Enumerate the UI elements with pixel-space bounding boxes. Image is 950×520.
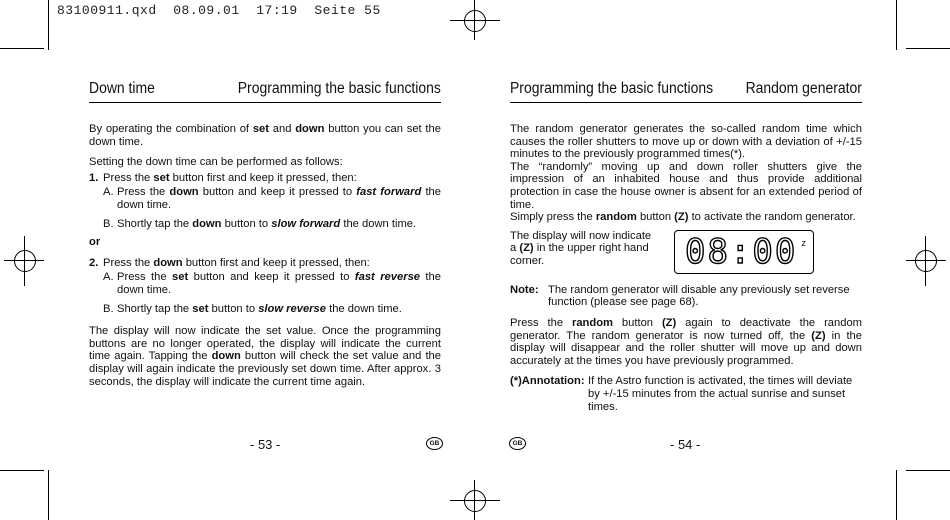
step-1-a: A. Press the down button and keep it pressed to fast forward the down time. — [103, 186, 441, 211]
annotation — [510, 375, 862, 413]
annotation-text: If the Astro function is activated, the times will deviate by +/-15 minutes from the actual sunrise and sunset times. — [588, 375, 853, 413]
crop-mark-bottom-left-vertical — [48, 470, 49, 520]
lcd-time: 08:00 — [685, 231, 798, 272]
header-rule — [89, 102, 441, 103]
step-2: 2. Press the down button first and keep it pressed, then: — [89, 256, 370, 269]
gb-language-badge-left: GB — [426, 437, 443, 450]
chapter-title: Programming the basic functions — [510, 80, 714, 97]
file-slug: 83100911.qxd 08.09.01 17:19 Seite 55 — [57, 3, 381, 18]
step-2-b: B. Shortly tap the set button to slow reverse the down time. — [103, 302, 402, 315]
step-1-b: B. Shortly tap the down button to slow forward the down time. — [103, 217, 417, 230]
note-label: Note: — [510, 283, 539, 296]
header-rule — [510, 102, 862, 103]
crop-mark-top-left-horizontal — [0, 48, 44, 49]
page-header — [89, 80, 441, 102]
crop-mark-bottom-left-horizontal — [0, 470, 44, 471]
para-activate: Simply press the random button (Z) to activate the random generator. — [510, 211, 856, 224]
page-body — [89, 123, 441, 388]
section-title: Down time — [89, 80, 155, 97]
gb-language-badge-right: GB — [509, 437, 526, 450]
annotation-label: (*)Annotation: — [510, 375, 585, 388]
crop-mark-top-right-horizontal — [906, 48, 950, 49]
registration-left-circle — [14, 250, 36, 272]
setting-intro: Setting the down time can be performed as follows: — [89, 156, 343, 169]
registration-bottom-circle — [464, 490, 486, 512]
intro-paragraph: By operating the combination of set and down button you can set the down time. — [89, 123, 441, 148]
display-row — [510, 230, 862, 274]
page-53 — [89, 80, 441, 396]
note-text: The random generator will disable any previously set reverse function (please see page 68). — [548, 283, 850, 309]
closing-paragraph: The display will now indicate the set value. Once the programming buttons are no longer operated, the display will indicate the current time again. Tapping the down button will check the set value and the display will again indicate the previously set down time. After approx. 3 seconds, the display will indicate the current time again. — [89, 325, 441, 388]
display-description: The display will now indicate a (Z) in the upper right hand corner. — [510, 229, 652, 267]
step-2-a: A. Press the set button and keep it pressed to fast reverse the down time. — [103, 271, 441, 296]
section-title: Random generator — [745, 80, 862, 97]
registration-right-circle — [915, 250, 937, 272]
crop-mark-bottom-right-vertical — [896, 470, 897, 520]
note — [510, 284, 862, 309]
para-deactivate: Press the random button (Z) again to deactivate the random generator. The random generator is now turned off, the (Z) in the display will disappear and the roller shutter will move up and down accurately at the times you have previously programmed. — [510, 316, 862, 367]
crop-mark-top-left-vertical — [48, 0, 49, 50]
page-54 — [510, 80, 862, 413]
lcd-display — [674, 230, 814, 274]
page-body — [510, 123, 862, 413]
step-1: 1. Press the set button first and keep it pressed, then: — [89, 171, 357, 184]
para-random-protection: The “randomly” moving up and down roller shutters give the impression of an inhabited house and thus provide additional protection in case the house owner is absent for an extended period of time. — [510, 160, 862, 211]
page-header — [510, 80, 862, 102]
page-number-54: - 54 - — [670, 437, 701, 452]
crop-mark-top-right-vertical — [896, 0, 897, 50]
or-label: or — [89, 236, 101, 249]
lcd-z-indicator: z — [801, 237, 806, 248]
crop-mark-bottom-right-horizontal — [906, 470, 950, 471]
para-random-intro: The random generator generates the so-called random time which causes the roller shutters to move up or down with a deviation of +/-15 minutes to the previously programmed times(*). — [510, 123, 862, 161]
page-number-53: - 53 - — [250, 437, 281, 452]
registration-top-circle — [464, 10, 486, 32]
chapter-title: Programming the basic functions — [237, 80, 441, 97]
